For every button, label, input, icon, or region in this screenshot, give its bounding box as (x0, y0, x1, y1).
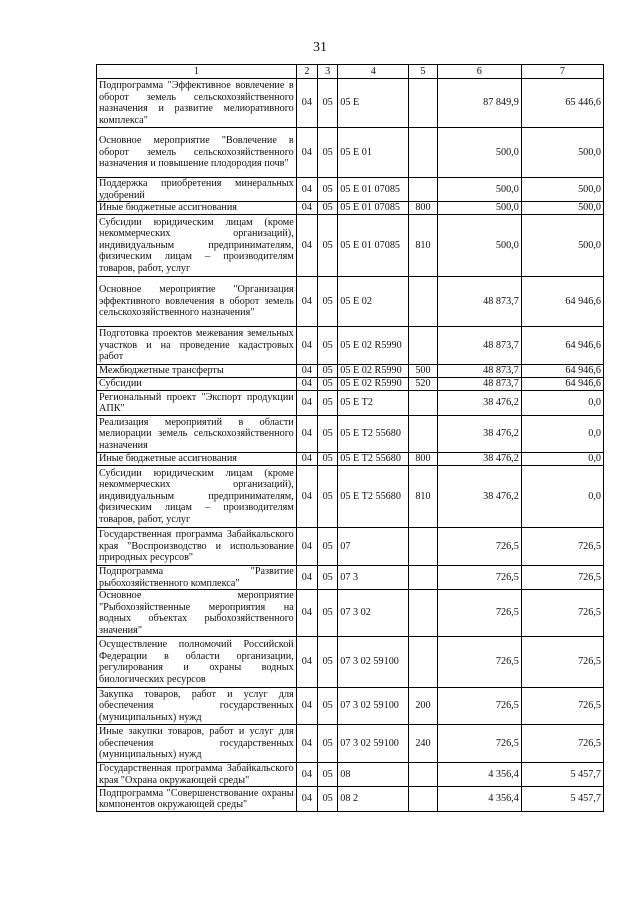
row-name-cell: Подготовка проектов межевания земельных участков и на проведение кадастровых работ (97, 327, 297, 365)
row-section-cell: 04 (296, 566, 317, 590)
row-amount-2-cell: 64 946,6 (521, 277, 603, 327)
row-target-code-cell: 07 3 02 59100 (338, 637, 409, 688)
row-target-code-cell: 07 (338, 528, 409, 566)
table-row (97, 725, 604, 763)
row-amount-2-cell: 64 946,6 (521, 378, 603, 391)
row-amount-1-cell: 500,0 (437, 215, 521, 277)
table-row (97, 277, 604, 327)
row-section-cell: 04 (296, 391, 317, 416)
row-amount-1-cell: 48 873,7 (437, 327, 521, 365)
row-target-code-cell: 07 3 02 (338, 590, 409, 637)
row-amount-2-cell: 0,0 (521, 391, 603, 416)
row-name-cell: Основное мероприятие "Рыбохозяйственные мероприятия на водных объектах рыбохозяйственного значения" (97, 590, 297, 637)
row-name-cell: Основное мероприятие "Организация эффективного вовлечения в оборот земель сельскохозяйственного назначения" (97, 277, 297, 327)
table-row (97, 202, 604, 215)
row-name-cell: Субсидии (97, 378, 297, 391)
table-row (97, 453, 604, 466)
column-header: 7 (521, 65, 603, 79)
page-number: 31 (313, 40, 327, 55)
row-target-code-cell: 07 3 02 59100 (338, 688, 409, 725)
row-subsection-cell: 05 (318, 128, 338, 178)
row-amount-1-cell: 38 476,2 (437, 416, 521, 453)
column-header: 3 (318, 65, 338, 79)
row-amount-1-cell: 726,5 (437, 725, 521, 763)
row-section-cell: 04 (296, 466, 317, 528)
row-name-cell: Реализация мероприятий в области мелиорации земель сельскохозяйственного назначения (97, 416, 297, 453)
row-amount-2-cell: 726,5 (521, 725, 603, 763)
row-amount-2-cell: 726,5 (521, 688, 603, 725)
row-amount-1-cell: 87 849,9 (437, 79, 521, 128)
table-row (97, 637, 604, 688)
row-target-code-cell: 08 (338, 763, 409, 787)
row-subsection-cell: 05 (318, 688, 338, 725)
row-subsection-cell: 05 (318, 178, 338, 202)
row-expense-type-cell (409, 416, 437, 453)
row-subsection-cell: 05 (318, 466, 338, 528)
row-amount-1-cell: 500,0 (437, 202, 521, 215)
row-amount-2-cell: 64 946,6 (521, 365, 603, 378)
row-expense-type-cell: 500 (409, 365, 437, 378)
row-amount-2-cell: 65 446,6 (521, 79, 603, 128)
row-amount-2-cell: 5 457,7 (521, 787, 603, 812)
column-header: 1 (97, 65, 297, 79)
row-target-code-cell: 05 E T2 55680 (338, 453, 409, 466)
table-row (97, 416, 604, 453)
row-expense-type-cell (409, 178, 437, 202)
row-section-cell: 04 (296, 128, 317, 178)
table-row (97, 178, 604, 202)
row-target-code-cell: 07 3 02 59100 (338, 725, 409, 763)
row-expense-type-cell (409, 79, 437, 128)
budget-table (96, 64, 604, 812)
row-target-code-cell: 05 E 01 07085 (338, 178, 409, 202)
row-target-code-cell: 05 E 01 07085 (338, 215, 409, 277)
row-section-cell: 04 (296, 378, 317, 391)
row-target-code-cell: 05 E T2 55680 (338, 416, 409, 453)
row-amount-1-cell: 726,5 (437, 528, 521, 566)
row-amount-1-cell: 726,5 (437, 637, 521, 688)
row-target-code-cell: 05 E T2 55680 (338, 466, 409, 528)
row-section-cell: 04 (296, 327, 317, 365)
row-section-cell: 04 (296, 202, 317, 215)
row-expense-type-cell (409, 590, 437, 637)
column-header: 4 (338, 65, 409, 79)
row-subsection-cell: 05 (318, 327, 338, 365)
row-target-code-cell: 05 E T2 (338, 391, 409, 416)
row-amount-1-cell: 48 873,7 (437, 365, 521, 378)
row-section-cell: 04 (296, 637, 317, 688)
row-amount-2-cell: 5 457,7 (521, 763, 603, 787)
row-section-cell: 04 (296, 453, 317, 466)
row-name-cell: Субсидии юридическим лицам (кроме некоммерческих организаций), индивидуальным предпринимателям, физическим лицам – производителям товаров, работ, услуг (97, 215, 297, 277)
row-section-cell: 04 (296, 763, 317, 787)
row-amount-1-cell: 500,0 (437, 178, 521, 202)
row-section-cell: 04 (296, 725, 317, 763)
row-subsection-cell: 05 (318, 590, 338, 637)
table-row (97, 365, 604, 378)
row-section-cell: 04 (296, 79, 317, 128)
column-header: 2 (296, 65, 317, 79)
table-row (97, 128, 604, 178)
row-target-code-cell: 08 2 (338, 787, 409, 812)
row-target-code-cell: 05 E 02 R5990 (338, 327, 409, 365)
row-subsection-cell: 05 (318, 215, 338, 277)
table-row (97, 787, 604, 812)
row-expense-type-cell (409, 327, 437, 365)
row-section-cell: 04 (296, 416, 317, 453)
row-target-code-cell: 05 E 01 (338, 128, 409, 178)
row-expense-type-cell (409, 787, 437, 812)
row-amount-2-cell: 500,0 (521, 178, 603, 202)
row-amount-1-cell: 4 356,4 (437, 787, 521, 812)
row-subsection-cell: 05 (318, 566, 338, 590)
table-row (97, 378, 604, 391)
row-target-code-cell: 05 E 02 R5990 (338, 378, 409, 391)
row-subsection-cell: 05 (318, 365, 338, 378)
row-name-cell: Подпрограмма "Развитие рыбохозяйственного комплекса" (97, 566, 297, 590)
row-subsection-cell: 05 (318, 391, 338, 416)
row-expense-type-cell: 240 (409, 725, 437, 763)
row-name-cell: Осуществление полномочий Российской Федерации в области организации, регулирования и охраны водных биологических ресурсов (97, 637, 297, 688)
row-section-cell: 04 (296, 215, 317, 277)
row-amount-1-cell: 500,0 (437, 128, 521, 178)
table-header-row (97, 65, 604, 79)
row-expense-type-cell: 200 (409, 688, 437, 725)
row-amount-1-cell: 38 476,2 (437, 453, 521, 466)
row-expense-type-cell: 810 (409, 215, 437, 277)
row-target-code-cell: 05 E 02 (338, 277, 409, 327)
row-expense-type-cell (409, 566, 437, 590)
row-name-cell: Иные бюджетные ассигнования (97, 202, 297, 215)
row-subsection-cell: 05 (318, 277, 338, 327)
row-amount-1-cell: 48 873,7 (437, 378, 521, 391)
row-subsection-cell: 05 (318, 79, 338, 128)
column-header: 5 (409, 65, 437, 79)
row-subsection-cell: 05 (318, 453, 338, 466)
row-subsection-cell: 05 (318, 763, 338, 787)
row-expense-type-cell (409, 637, 437, 688)
row-section-cell: 04 (296, 365, 317, 378)
row-target-code-cell: 05 E 02 R5990 (338, 365, 409, 378)
row-amount-1-cell: 38 476,2 (437, 391, 521, 416)
row-amount-2-cell: 726,5 (521, 566, 603, 590)
row-section-cell: 04 (296, 590, 317, 637)
table-row (97, 466, 604, 528)
row-name-cell: Подпрограмма "Совершенствование охраны компонентов окружающей среды" (97, 787, 297, 812)
row-amount-2-cell: 0,0 (521, 416, 603, 453)
row-amount-2-cell: 0,0 (521, 466, 603, 528)
row-section-cell: 04 (296, 277, 317, 327)
row-amount-2-cell: 726,5 (521, 528, 603, 566)
table-row (97, 590, 604, 637)
row-subsection-cell: 05 (318, 528, 338, 566)
row-name-cell: Подпрограмма "Эффективное вовлечение в оборот земель сельскохозяйственного назначения и развитие мелиоративного комплекса" (97, 79, 297, 128)
row-amount-1-cell: 48 873,7 (437, 277, 521, 327)
row-name-cell: Государственная программа Забайкальского края "Охрана окружающей среды" (97, 763, 297, 787)
table-row (97, 327, 604, 365)
row-amount-1-cell: 726,5 (437, 688, 521, 725)
row-section-cell: 04 (296, 787, 317, 812)
row-amount-2-cell: 726,5 (521, 637, 603, 688)
row-expense-type-cell (409, 277, 437, 327)
row-name-cell: Иные закупки товаров, работ и услуг для обеспечения государственных (муниципальных) нужд (97, 725, 297, 763)
row-target-code-cell: 05 E (338, 79, 409, 128)
row-name-cell: Основное мероприятие "Вовлечение в оборот земель сельскохозяйственного назначения и повышение плодородия почв" (97, 128, 297, 178)
row-subsection-cell: 05 (318, 725, 338, 763)
row-subsection-cell: 05 (318, 416, 338, 453)
row-amount-1-cell: 4 356,4 (437, 763, 521, 787)
row-name-cell: Закупка товаров, работ и услуг для обеспечения государственных (муниципальных) нужд (97, 688, 297, 725)
row-expense-type-cell (409, 528, 437, 566)
row-target-code-cell: 07 3 (338, 566, 409, 590)
row-subsection-cell: 05 (318, 787, 338, 812)
row-amount-1-cell: 726,5 (437, 590, 521, 637)
row-expense-type-cell (409, 128, 437, 178)
row-amount-2-cell: 726,5 (521, 590, 603, 637)
row-section-cell: 04 (296, 688, 317, 725)
row-expense-type-cell: 800 (409, 202, 437, 215)
row-name-cell: Межбюджетные трансферты (97, 365, 297, 378)
row-expense-type-cell (409, 391, 437, 416)
row-name-cell: Иные бюджетные ассигнования (97, 453, 297, 466)
row-expense-type-cell: 800 (409, 453, 437, 466)
row-amount-2-cell: 500,0 (521, 128, 603, 178)
row-expense-type-cell (409, 763, 437, 787)
row-name-cell: Субсидии юридическим лицам (кроме некоммерческих организаций), индивидуальным предпринимателям, физическим лицам – производителям товаров, работ, услуг (97, 466, 297, 528)
column-header: 6 (437, 65, 521, 79)
row-amount-2-cell: 64 946,6 (521, 327, 603, 365)
row-target-code-cell: 05 E 01 07085 (338, 202, 409, 215)
row-amount-2-cell: 500,0 (521, 202, 603, 215)
row-section-cell: 04 (296, 178, 317, 202)
table-row (97, 688, 604, 725)
row-subsection-cell: 05 (318, 637, 338, 688)
row-amount-1-cell: 38 476,2 (437, 466, 521, 528)
row-section-cell: 04 (296, 528, 317, 566)
row-expense-type-cell: 520 (409, 378, 437, 391)
row-amount-2-cell: 0,0 (521, 453, 603, 466)
row-expense-type-cell: 810 (409, 466, 437, 528)
row-name-cell: Региональный проект "Экспорт продукции АПК" (97, 391, 297, 416)
table-row (97, 215, 604, 277)
row-subsection-cell: 05 (318, 202, 338, 215)
table-row (97, 79, 604, 128)
row-name-cell: Государственная программа Забайкальского края "Воспроизводство и использование природных ресурсов" (97, 528, 297, 566)
table-row (97, 528, 604, 566)
row-amount-2-cell: 500,0 (521, 215, 603, 277)
row-name-cell: Поддержка приобретения минеральных удобрений (97, 178, 297, 202)
row-amount-1-cell: 726,5 (437, 566, 521, 590)
table-row (97, 763, 604, 787)
table-row (97, 391, 604, 416)
row-subsection-cell: 05 (318, 378, 338, 391)
table-row (97, 566, 604, 590)
